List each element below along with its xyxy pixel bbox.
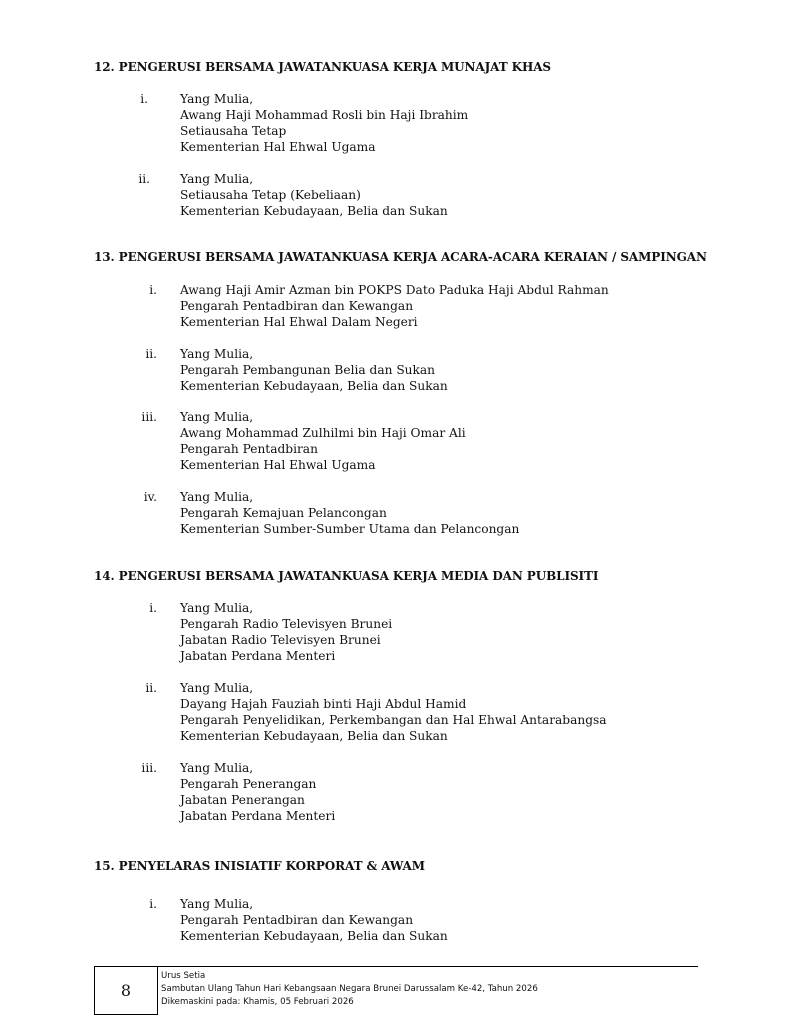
item-line: Yang Mulia, — [180, 92, 254, 106]
item-number: i. — [140, 92, 148, 106]
item-line: Yang Mulia, — [180, 897, 254, 911]
item-line: Pengarah Pentadbiran — [180, 442, 318, 456]
section-heading-12: 12. PENGERUSI BERSAMA JAWATANKUASA KERJA MUNAJAT KHAS — [94, 60, 551, 74]
item-line: Yang Mulia, — [180, 761, 254, 775]
section-heading-14: 14. PENGERUSI BERSAMA JAWATANKUASA KERJA MEDIA DAN PUBLISITI — [94, 569, 599, 583]
item-line: Yang Mulia, — [180, 490, 254, 504]
item-number: iii. — [141, 761, 157, 775]
item-line: Awang Haji Mohammad Rosli bin Haji Ibrahim — [180, 108, 469, 122]
item-line: Kementerian Hal Ehwal Dalam Negeri — [180, 315, 418, 329]
item-line: Kementerian Kebudayaan, Belia dan Sukan — [180, 729, 448, 743]
item-line: Setiausaha Tetap (Kebeliaan) — [180, 188, 361, 202]
item-line: Kementerian Kebudayaan, Belia dan Sukan — [180, 929, 448, 943]
item-number: iii. — [141, 410, 157, 424]
item-line: Kementerian Hal Ehwal Ugama — [180, 140, 376, 154]
item-line: Yang Mulia, — [180, 681, 254, 695]
item-line: Awang Mohammad Zulhilmi bin Haji Omar Ali — [180, 426, 466, 440]
item-number: ii. — [145, 681, 157, 695]
footer-line-event: Sambutan Ulang Tahun Hari Kebangsaan Negara Brunei Darussalam Ke-42, Tahun 2026 — [161, 984, 538, 994]
item-line: Setiausaha Tetap — [180, 124, 287, 138]
item-number: iv. — [143, 490, 157, 504]
item-line: Pengarah Penyelidikan, Perkembangan dan Hal Ehwal Antarabangsa — [180, 713, 607, 727]
item-line: Pengarah Radio Televisyen Brunei — [180, 617, 393, 631]
item-number: i. — [149, 601, 157, 615]
item-line: Pengarah Pembangunan Belia dan Sukan — [180, 363, 436, 377]
item-line: Kementerian Kebudayaan, Belia dan Sukan — [180, 379, 448, 393]
item-line: Yang Mulia, — [180, 601, 254, 615]
item-line: Pengarah Kemajuan Pelancongan — [180, 506, 387, 520]
item-number: ii. — [138, 172, 150, 186]
item-line: Jabatan Penerangan — [180, 793, 305, 807]
page-number: 8 — [94, 966, 158, 1015]
item-line: Kementerian Sumber-Sumber Utama dan Pelancongan — [180, 522, 520, 536]
item-line: Yang Mulia, — [180, 172, 254, 186]
footer-divider — [94, 966, 698, 967]
item-line: Pengarah Pentadbiran dan Kewangan — [180, 913, 414, 927]
section-heading-15: 15. PENYELARAS INISIATIF KORPORAT & AWAM — [94, 859, 425, 873]
section-heading-13: 13. PENGERUSI BERSAMA JAWATANKUASA KERJA ACARA-ACARA KERAIAN / SAMPINGAN — [94, 250, 707, 264]
item-line: Jabatan Radio Televisyen Brunei — [180, 633, 381, 647]
item-line: Pengarah Penerangan — [180, 777, 317, 791]
item-line: Yang Mulia, — [180, 410, 254, 424]
item-line: Awang Haji Amir Azman bin POKPS Dato Paduka Haji Abdul Rahman — [180, 283, 609, 297]
item-line: Pengarah Pentadbiran dan Kewangan — [180, 299, 414, 313]
item-line: Jabatan Perdana Menteri — [180, 649, 336, 663]
footer-line-updated: Dikemaskini pada: Khamis, 05 Februari 2026 — [161, 997, 354, 1007]
item-line: Jabatan Perdana Menteri — [180, 809, 336, 823]
item-line: Dayang Hajah Fauziah binti Haji Abdul Hamid — [180, 697, 467, 711]
item-line: Yang Mulia, — [180, 347, 254, 361]
item-number: i. — [149, 283, 157, 297]
item-line: Kementerian Hal Ehwal Ugama — [180, 458, 376, 472]
item-number: ii. — [145, 347, 157, 361]
footer-line-secretariat: Urus Setia — [161, 971, 206, 981]
item-line: Kementerian Kebudayaan, Belia dan Sukan — [180, 204, 448, 218]
item-number: i. — [149, 897, 157, 911]
